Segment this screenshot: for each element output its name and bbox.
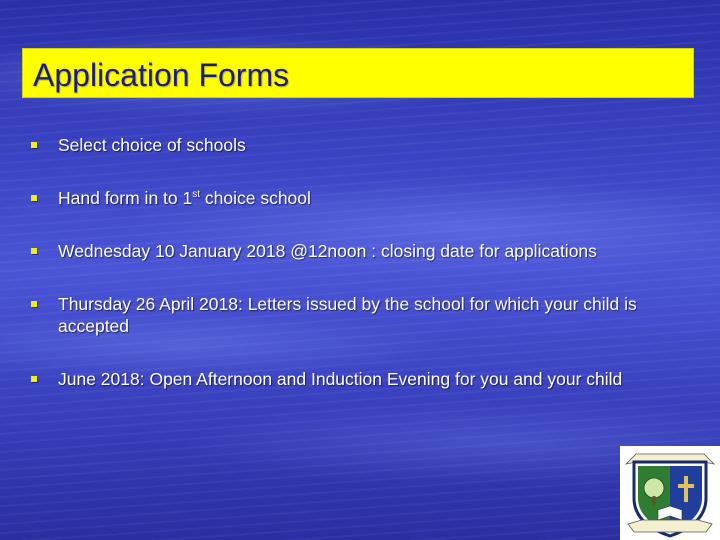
bullet-item-2: [30, 187, 690, 209]
square-bullet-icon: [31, 376, 37, 382]
bullet-text: Select choice of schools: [58, 135, 246, 155]
square-bullet-icon: [31, 248, 37, 254]
school-crest-logo: [620, 446, 720, 540]
square-bullet-icon: [31, 142, 37, 148]
bullet-text-after: choice school: [200, 188, 311, 208]
slide-title: Application Forms: [33, 57, 290, 93]
bullet-text: Wednesday 10 January 2018 @12noon : closing date for applications: [58, 241, 597, 261]
title-banner: [22, 48, 694, 98]
bullet-text-superscript: st: [192, 189, 201, 200]
square-bullet-icon: [31, 195, 37, 201]
bullet-text-before: Hand form in to 1: [58, 188, 193, 208]
bullet-item-1: [30, 134, 690, 156]
bullet-item-3: [30, 240, 690, 262]
crest-icon: [620, 446, 720, 540]
bullet-text: Thursday 26 April 2018: Letters issued by the school for which your child is accepted: [58, 294, 637, 336]
bullet-list: [30, 134, 690, 390]
bullet-text: June 2018: Open Afternoon and Induction Evening for you and your child: [58, 369, 623, 389]
bullet-item-5: [30, 368, 690, 390]
bullet-item-4: [30, 293, 690, 337]
square-bullet-icon: [31, 301, 37, 307]
